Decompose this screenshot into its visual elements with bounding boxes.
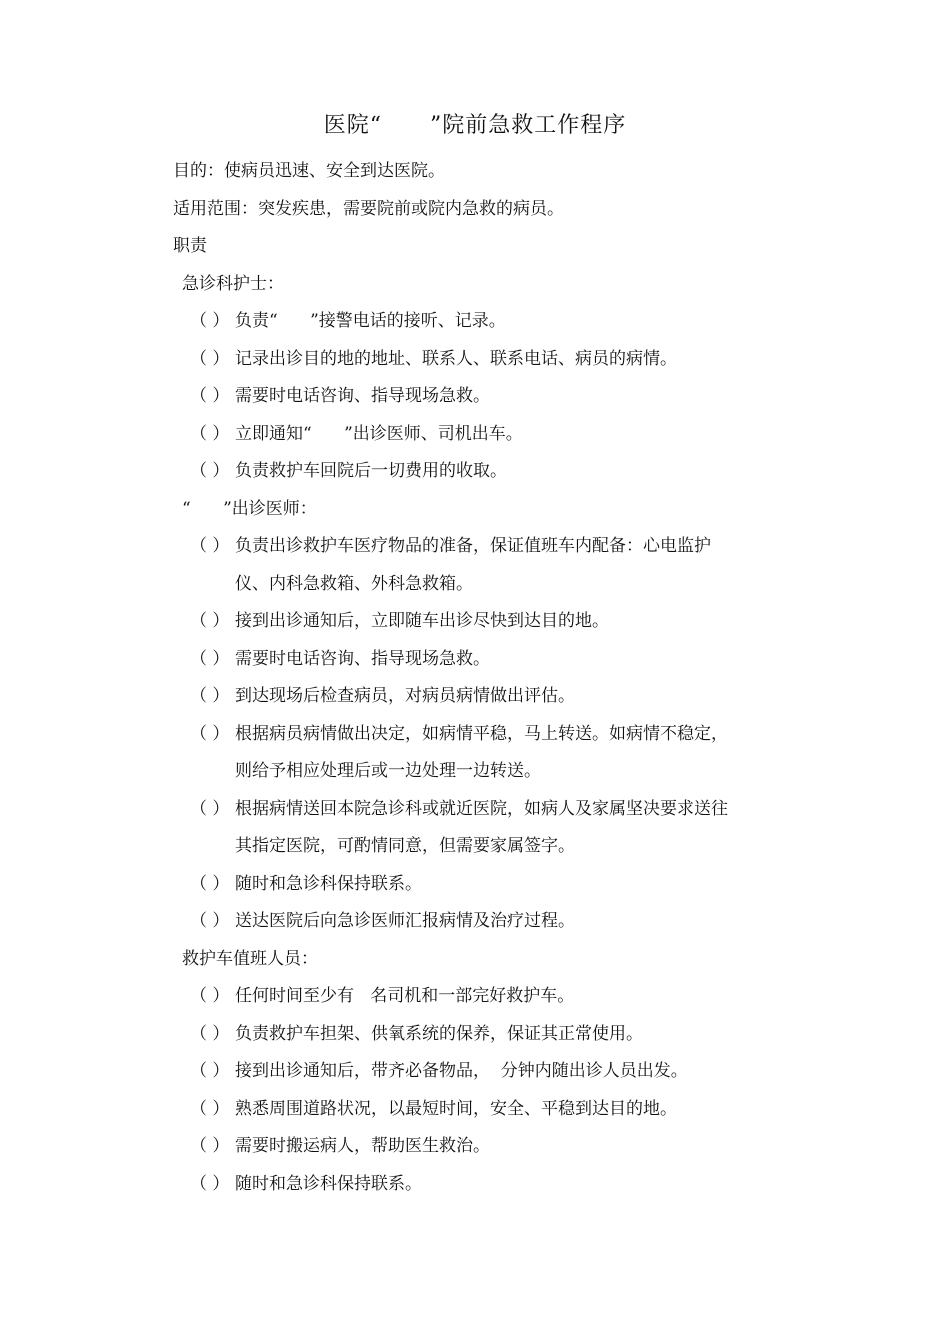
item-text: 需要时搬运病人，帮助医生救治。 <box>235 1136 490 1156</box>
item-text: 随时和急诊科保持联系。 <box>235 1173 422 1194</box>
item-text: 则给予相应处理后或一边处理一边转送。 <box>235 761 541 781</box>
item-number: （ ） <box>190 686 230 706</box>
item-text: 根据病情送回本院急诊科或就近医院，如病人及家属坚决要求送往 <box>235 798 728 819</box>
item-text: 到达现场后检查病员，对病员病情做出评估。 <box>235 686 575 706</box>
list-item <box>0 1053 810 1091</box>
list-item <box>0 1091 810 1129</box>
section-heading: 急诊科护士： <box>182 273 284 294</box>
item-number: （ ） <box>190 423 230 444</box>
item-number: （ ） <box>190 1061 230 1081</box>
list-item <box>0 641 810 679</box>
list-item <box>0 978 810 1016</box>
item-number: （ ） <box>190 311 230 331</box>
list-item-continuation <box>0 753 810 791</box>
list-item-continuation <box>0 566 810 604</box>
scope-line: 适用范围：突发疾患，需要院前或院内急救的病员。 <box>173 198 564 219</box>
item-number: （ ） <box>190 723 230 744</box>
list-item <box>0 1128 810 1166</box>
item-text: 其指定医院，可酌情同意，但需要家属签字。 <box>235 836 575 856</box>
list-item <box>0 866 810 904</box>
list-item-continuation <box>0 828 810 866</box>
item-text: 熟悉周围道路状况，以最短时间，安全、平稳到达目的地。 <box>235 1098 677 1119</box>
item-number: （ ） <box>190 461 230 481</box>
item-text: 负责“ ”接警电话的接听、记录。 <box>235 311 506 331</box>
item-number: （ ） <box>190 348 230 369</box>
item-number: （ ） <box>190 1136 230 1156</box>
list-item <box>0 341 810 379</box>
item-number: （ ） <box>190 611 230 631</box>
list-item <box>0 716 810 754</box>
item-number: （ ） <box>190 798 230 819</box>
item-text: 立即通知“ ”出诊医师、司机出车。 <box>235 423 523 444</box>
list-item <box>0 1016 810 1054</box>
document-body <box>0 153 950 1203</box>
list-item <box>0 1166 810 1204</box>
duties-heading: 职责 <box>173 236 207 256</box>
item-number: （ ） <box>190 648 230 669</box>
item-number: （ ） <box>190 911 230 931</box>
list-item <box>0 453 810 491</box>
item-number: （ ） <box>190 386 230 406</box>
item-text: 记录出诊目的地的地址、联系人、联系电话、病员的病情。 <box>235 348 677 369</box>
item-number: （ ） <box>190 536 230 556</box>
item-text: 需要时电话咨询、指导现场急救。 <box>235 648 490 669</box>
item-number: （ ） <box>190 1023 230 1044</box>
item-number: （ ） <box>190 1098 230 1119</box>
item-number: （ ） <box>190 986 230 1006</box>
item-text: 负责救护车回院后一切费用的收取。 <box>235 461 507 481</box>
item-text: 负责出诊救护车医疗物品的准备，保证值班车内配备：心电监护 <box>235 536 711 556</box>
list-item <box>0 378 810 416</box>
document-title: 医院“ ”院前急救工作程序 <box>323 113 627 138</box>
list-item <box>0 528 810 566</box>
item-number: （ ） <box>190 873 230 894</box>
item-text: 负责救护车担架、供氧系统的保养，保证其正常使用。 <box>235 1023 643 1044</box>
section-heading: 救护车值班人员： <box>182 948 318 969</box>
item-text: 根据病员病情做出决定，如病情平稳，马上转送。如病情不稳定， <box>235 723 728 744</box>
list-item <box>0 791 810 829</box>
item-number: （ ） <box>190 1173 230 1194</box>
list-item <box>0 903 810 941</box>
section-heading: “ ”出诊医师： <box>182 498 317 519</box>
list-item <box>0 416 810 454</box>
list-item <box>0 603 810 641</box>
item-text: 需要时电话咨询、指导现场急救。 <box>235 386 490 406</box>
item-text: 随时和急诊科保持联系。 <box>235 873 422 894</box>
item-text: 送达医院后向急诊医师汇报病情及治疗过程。 <box>235 911 575 931</box>
list-item <box>0 678 810 716</box>
item-text: 仪、内科急救箱、外科急救箱。 <box>235 573 473 594</box>
item-text: 任何时间至少有 名司机和一部完好救护车。 <box>235 986 575 1006</box>
duty-sections <box>0 266 950 1204</box>
list-item <box>0 303 810 341</box>
item-text: 接到出诊通知后，立即随车出诊尽快到达目的地。 <box>235 611 609 631</box>
item-text: 接到出诊通知后，带齐必备物品， 分钟内随出诊人员出发。 <box>235 1061 688 1081</box>
purpose-line: 目的：使病员迅速、安全到达医院。 <box>173 161 445 181</box>
